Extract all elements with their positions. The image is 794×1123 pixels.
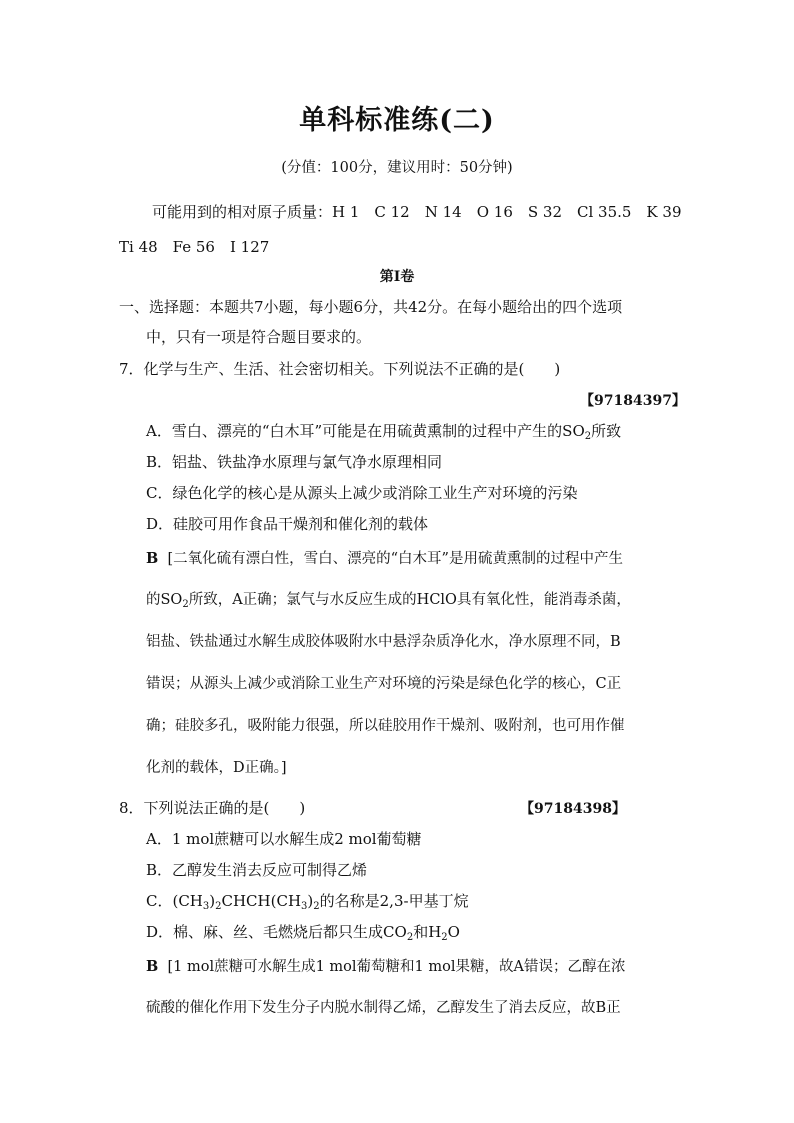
q8-option-c-s1: 3 <box>202 901 210 912</box>
q8-answer-letter: B <box>146 958 159 975</box>
q7-explanation-line-3: 铝盐、铁盐通过水解生成胶体吸附水中悬浮杂质净化水，净水原理不同，B <box>146 634 621 650</box>
q8-option-d-1: D．棉、麻、丝、毛燃烧后都只生成CO <box>146 923 407 941</box>
q8-option-d-3: O <box>447 923 460 941</box>
q7-code: 【97184397】 <box>580 393 686 409</box>
q7-expl-2-pre: 的SO <box>146 592 183 608</box>
q8-option-c-s2: 2 <box>215 901 222 912</box>
page-subtitle: (分值：100分，建议用时：50分钟) <box>281 160 513 176</box>
q7-expl-2-sub: 2 <box>182 599 189 610</box>
q7-option-d: D．硅胶可用作食品干燥剂和催化剂的载体 <box>146 515 429 533</box>
q8-option-c-4: ) <box>307 892 314 910</box>
q8-option-c-1: C．(CH <box>146 892 203 910</box>
page-title: 单科标准练(二) <box>299 105 495 136</box>
q8-option-a: A．1 mol蔗糖可以水解生成2 mol葡萄糖 <box>146 830 422 848</box>
atomic-mass-line-1: 可能用到的相对原子质量：H 1 C 12 N 14 O 16 S 32 Cl 35.5 K 39 <box>152 203 682 221</box>
q7-option-a-pre: A．雪白、漂亮的“白木耳”可能是在用硫黄熏制的过程中产生的SO <box>146 422 585 440</box>
q8-option-d-2: 和H <box>413 923 442 941</box>
q8-option-c-5: 的名称是2,3-甲基丁烷 <box>319 892 469 910</box>
q8-option-d-s1: 2 <box>406 932 414 943</box>
q8-stem: 8．下列说法正确的是( ) <box>119 799 306 817</box>
q8-option-d-s2: 2 <box>441 932 448 943</box>
q8-option-d <box>146 922 460 942</box>
q7-option-a-sub: 2 <box>584 431 592 442</box>
q7-explanation-line-2 <box>146 590 631 610</box>
q7-option-a <box>146 421 621 441</box>
q7-option-c: C．绿色化学的核心是从源头上减少或消除工业生产对环境的污染 <box>146 484 578 502</box>
q8-expl-1: [1 mol蔗糖可水解生成1 mol葡萄糖和1 mol果糖，故A错误；乙醇在浓 <box>167 959 626 975</box>
q8-option-c-2: ) <box>209 892 216 910</box>
section-intro-line-1: 一、选择题：本题共7小题，每小题6分，共42分。在每小题给出的四个选项 <box>119 298 623 316</box>
q7-explanation-line-1 <box>146 549 623 569</box>
volume-title: 第Ⅰ卷 <box>379 269 415 285</box>
q7-explanation-line-4: 错误；从源头上减少或消除工业生产对环境的污染是绿色化学的核心，C正 <box>146 676 622 692</box>
section-intro-line-2: 中，只有一项是符合题目要求的。 <box>146 328 372 346</box>
q8-option-b: B．乙醇发生消去反应可制得乙烯 <box>146 861 368 879</box>
q8-explanation-line-1 <box>146 957 625 977</box>
q7-option-b: B．铝盐、铁盐净水原理与氯气净水原理相同 <box>146 453 443 471</box>
q7-expl-1: [二氧化硫有漂白性，雪白、漂亮的“白木耳”是用硫黄熏制的过程中产生 <box>167 551 623 567</box>
q7-expl-2-post: 所致，A正确；氯气与水反应生成的HClO具有氧化性，能消毒杀菌， <box>188 592 631 608</box>
q8-option-c-3: CHCH(CH <box>221 892 302 910</box>
q7-option-a-post: 所致 <box>591 422 622 440</box>
q8-explanation-line-2: 硫酸的催化作用下发生分子内脱水制得乙烯，乙醇发生了消去反应，故B正 <box>146 1000 621 1016</box>
q8-option-c-s4: 2 <box>313 901 320 912</box>
q7-explanation-line-6: 化剂的载体，D正确。] <box>146 760 287 776</box>
q7-answer-letter: B <box>146 550 159 567</box>
q8-code: 【97184398】 <box>520 801 626 817</box>
q8-option-c-s3: 3 <box>301 901 308 912</box>
atomic-mass-line-2: Ti 48 Fe 56 I 127 <box>119 238 270 256</box>
q7-explanation-line-5: 确；硅胶多孔，吸附能力很强，所以硅胶用作干燥剂、吸附剂，也可用作催 <box>146 718 625 734</box>
q8-option-c <box>146 891 469 911</box>
q7-stem: 7．化学与生产、生活、社会密切相关。下列说法不正确的是( ) <box>119 360 561 378</box>
